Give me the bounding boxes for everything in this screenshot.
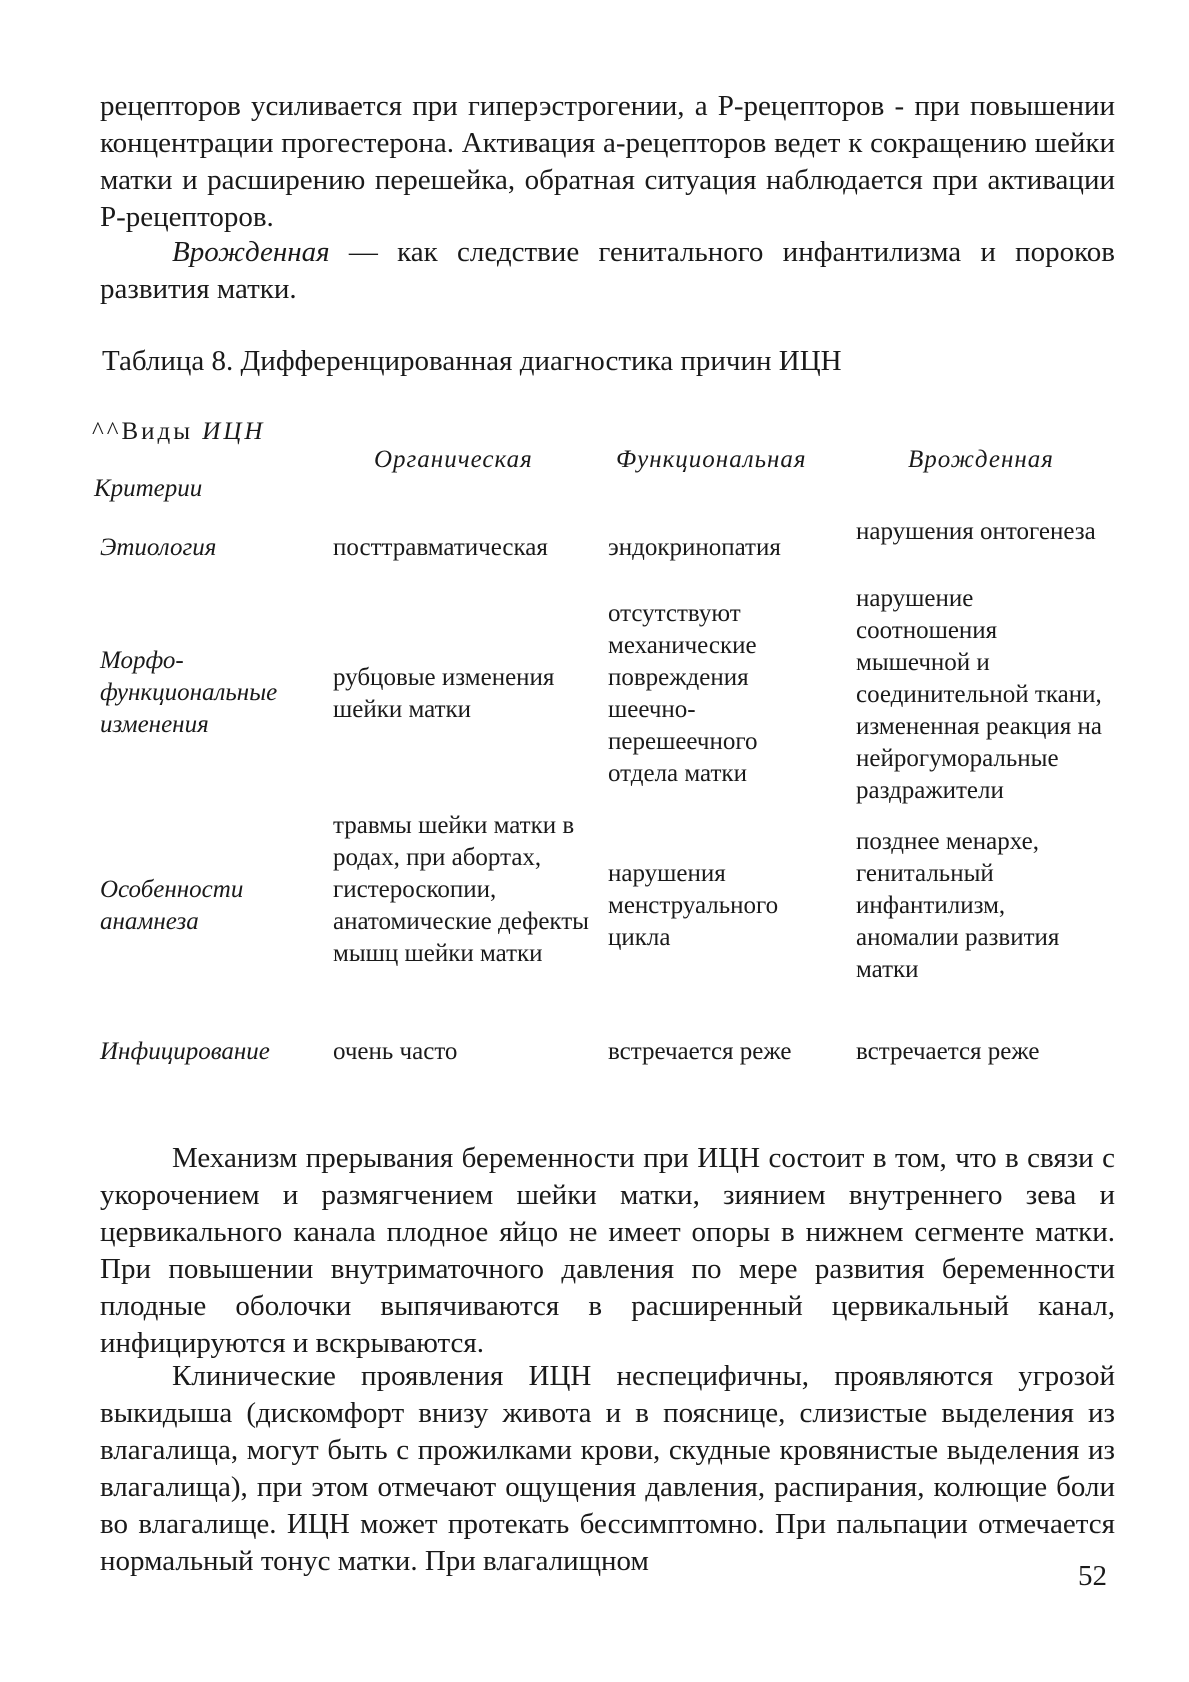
paragraph-mechanism: Механизм прерывания беременности при ИЦН состоит в том, что в связи с укорочением и размягчением шейки матки, зиянием внутреннего зева и цервикального канала плодное яйцо не имеет опоры в нижнем сегменте матки. При повышении внутриматочного давления по мере развития беременности плодные оболочки выпячиваются в расширенный цервикальный канал, инфицируются и вскрываются. (100, 1142, 1115, 1359)
paragraph-congenital (100, 234, 1115, 308)
row-criterion-morpho (100, 645, 315, 741)
cell-anamnesis-organic: травмы шейки матки в родах, при абортах, гистероскопии, анатомические дефекты мышц шейки матки (333, 812, 589, 967)
cell-infection-organic: очень часто (333, 1038, 458, 1065)
column-header-congenital: Врожденная (908, 446, 1054, 473)
term-congenital: Врожденная (172, 236, 330, 268)
paragraph-congenital-text: — как следствие генитального инфантилизма и пороков развития матки. (100, 236, 1115, 305)
criterion-morpho-text: Морфо-функциональные изменения (100, 647, 278, 738)
cell-infection-congenital: встречается реже (856, 1038, 1040, 1065)
cell-morpho-congenital: нарушение соотношения мышечной и соединительной ткани, измененная реакция на нейрогуморальные раздражители (856, 585, 1103, 804)
cell-morpho-organic: рубцовые изменения шейки матки (333, 664, 555, 723)
paragraph-clinical: Клинические проявления ИЦН неспецифичны, проявляются угрозой выкидыша (дискомфорт внизу живота и в пояснице, слизистые выделения из влагалища, могут быть с прожилками крови, скудные кровянистые выделения из влагалища), при этом отмечают ощущения давления, распирания, колющие боли во влагалище. ИЦН может протекать бессимптомно. При пальпации отмечается нормальный тонус матки. При влагалищном (100, 1360, 1115, 1577)
page-number: 52 (1078, 1560, 1107, 1592)
row-criterion-etiology: Этиология (100, 534, 217, 561)
cell-anamnesis-congenital: позднее менархе, генитальный инфантилизм, аномалии развития матки (856, 828, 1060, 983)
row-criterion-anamnesis: Особенности анамнеза (100, 876, 244, 935)
cell-infection-functional: встречается реже (608, 1038, 792, 1065)
corner-types-icn: ИЦН (202, 418, 266, 445)
cell-morpho-functional: отсутствуют механические повреждения шеечно-перешеечного отдела матки (608, 600, 758, 787)
table-caption: Таблица 8. Дифференцированная диагностика причин ИЦН (102, 345, 842, 377)
table-corner-criteria: Критерии (94, 475, 203, 502)
column-header-functional: Функциональная (616, 446, 807, 473)
cell-anamnesis-functional: нарушения менструального цикла (608, 860, 779, 951)
column-header-organic: Органическая (374, 446, 533, 473)
table-corner-types (92, 418, 265, 446)
cell-etiology-functional: эндокринопатия (608, 534, 781, 561)
row-criterion-infection: Инфицирование (100, 1038, 270, 1065)
corner-types-label: ^^Виды (92, 418, 203, 445)
cell-etiology-congenital: нарушения онтогенеза (856, 518, 1096, 545)
paragraph-receptors: рецепторов усиливается при гиперэстрогении, а Р-рецепторов - при повышении концентрации прогестерона. Активация а-рецепторов ведет к сокращению шейки матки и расширению перешейка, обратная ситуация наблюдается при активации Р-рецепторов. (100, 90, 1115, 233)
cell-etiology-organic: посттравматическая (333, 534, 548, 561)
